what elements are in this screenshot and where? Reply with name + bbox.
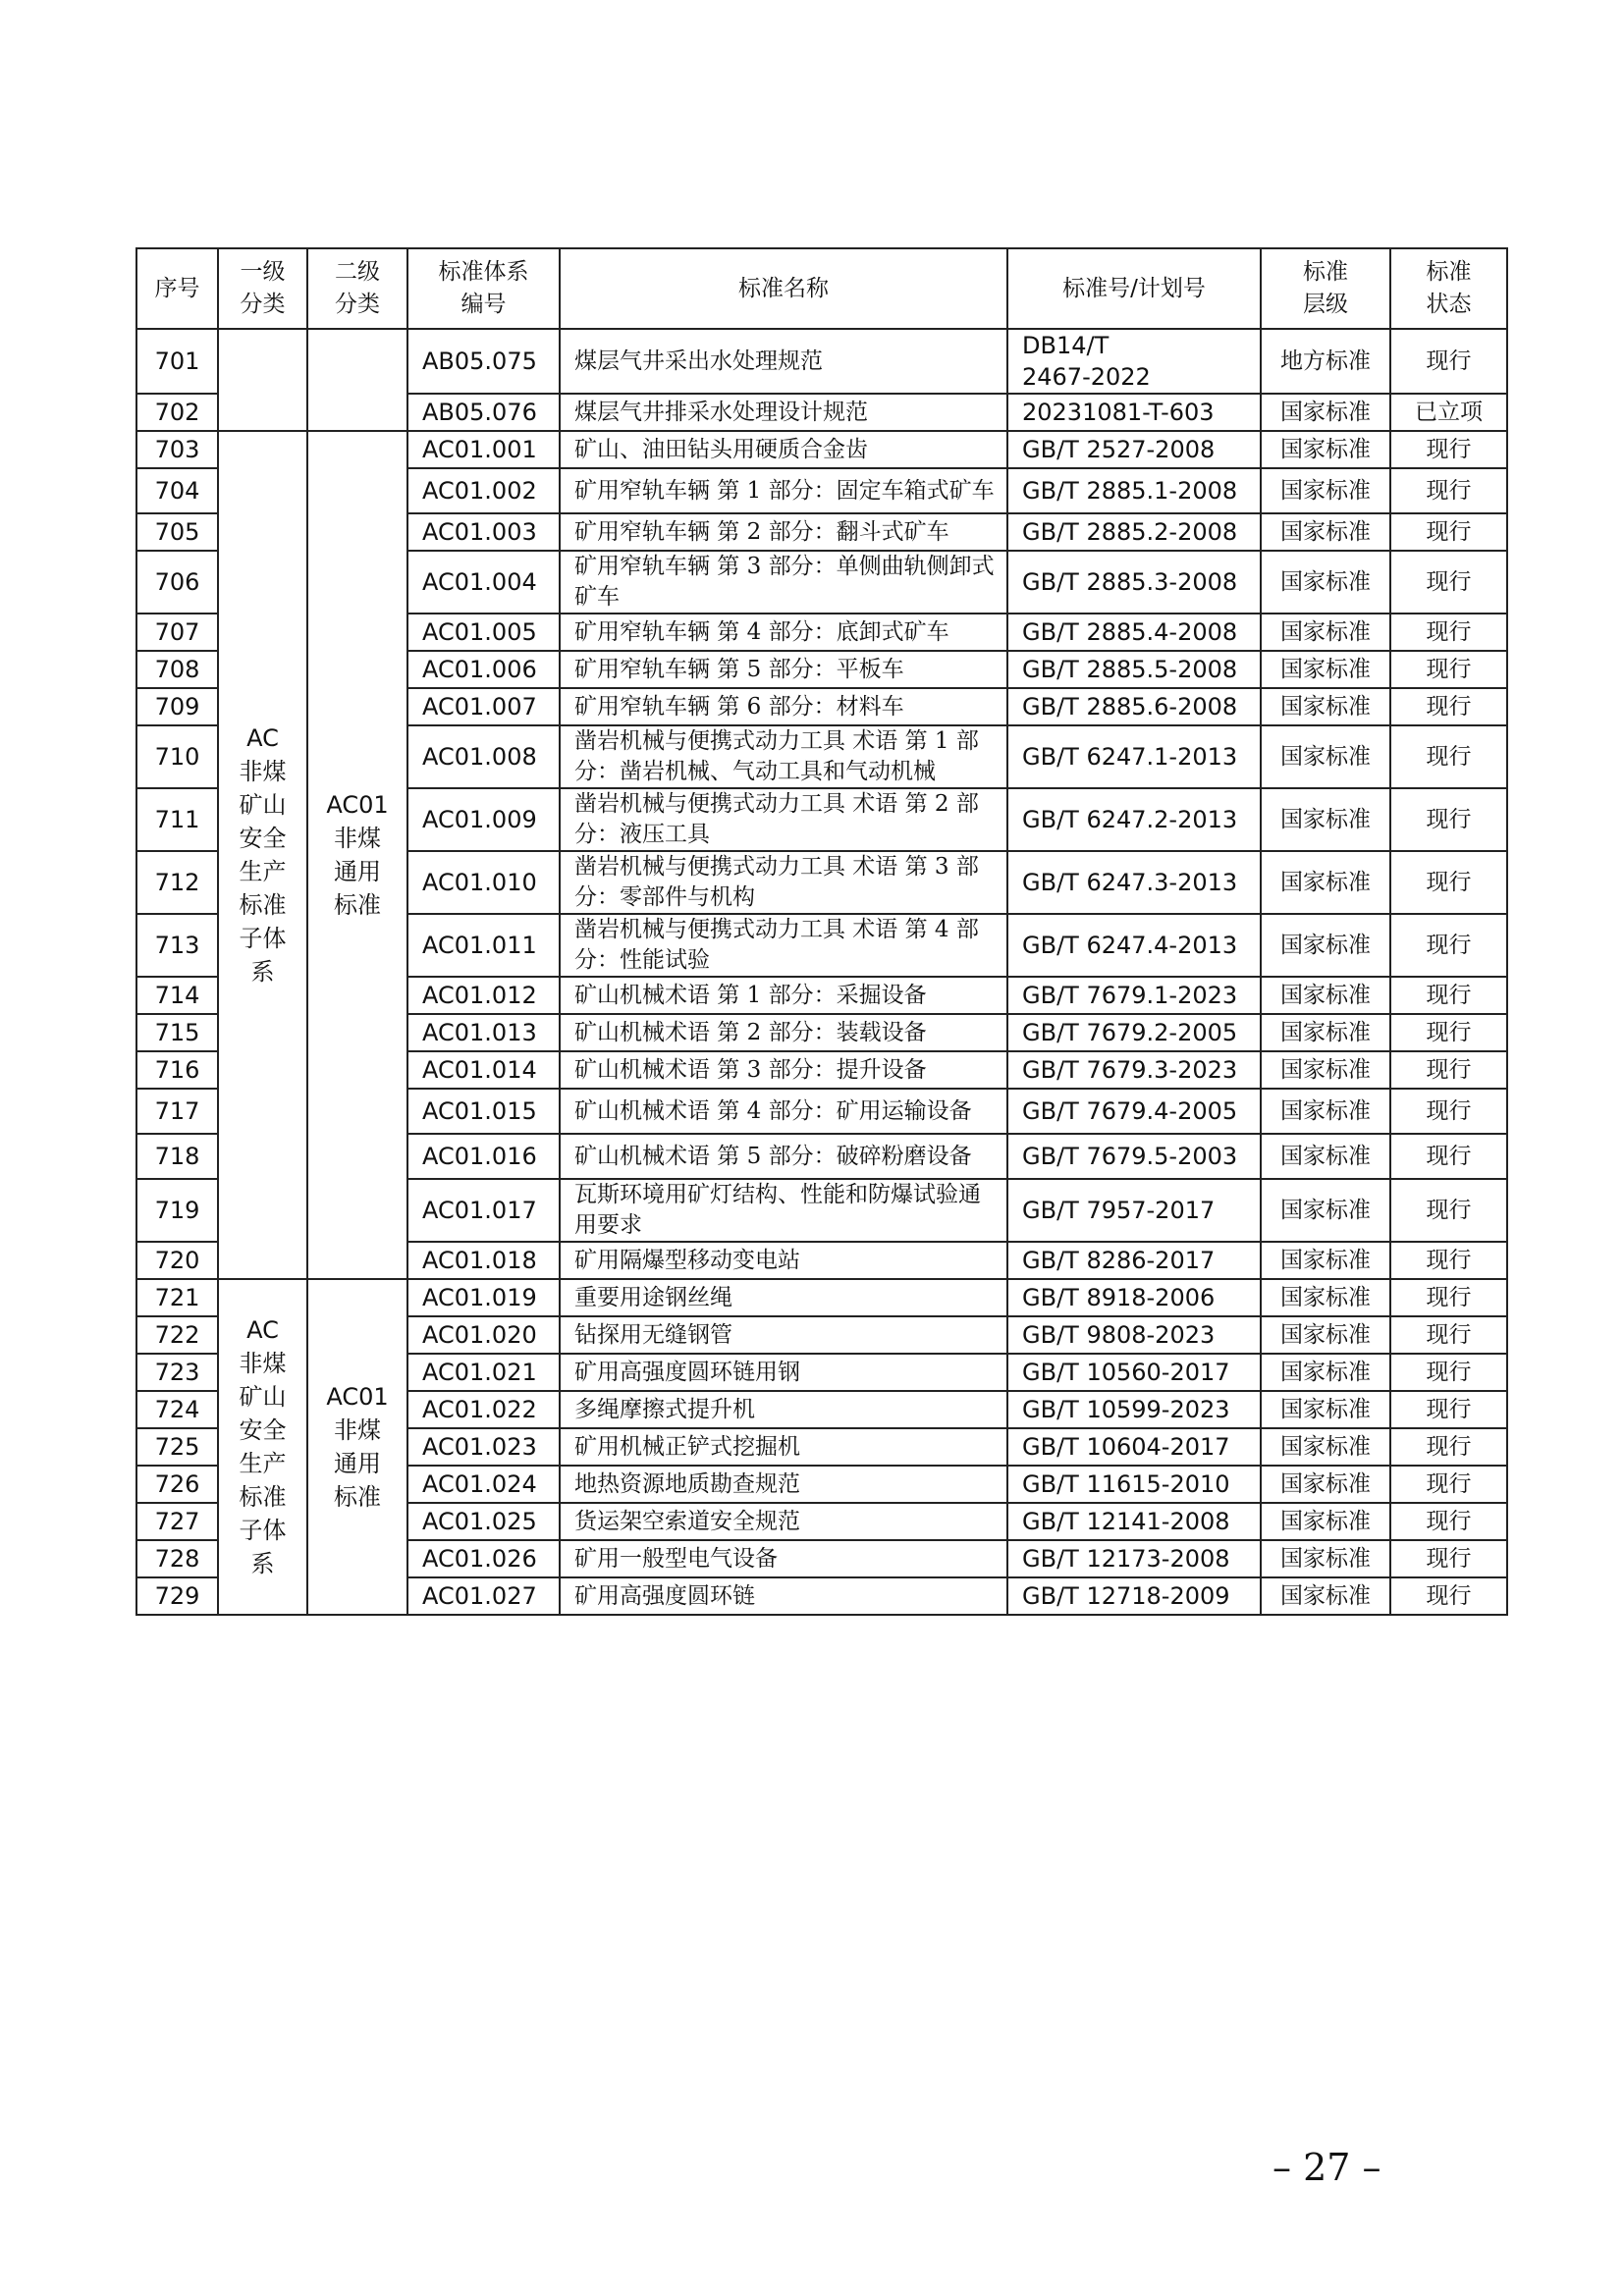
cell-standard-name: 凿岩机械与便携式动力工具 术语 第 1 部分：凿岩机械、气动工具和气动机械: [560, 725, 1007, 788]
cell-standard-level: 国家标准: [1261, 725, 1390, 788]
cell-standard-level: 国家标准: [1261, 1014, 1390, 1051]
cell-standard-name: 矿用机械正铲式挖掘机: [560, 1428, 1007, 1466]
cell-standard-number: GB/T 7679.2-2005: [1007, 1014, 1261, 1051]
cell-standard-status: 现行: [1390, 1179, 1507, 1242]
cell-system-code: AB05.076: [407, 394, 560, 431]
cell-standard-number: GB/T 2885.1-2008: [1007, 468, 1261, 513]
cell-seq: 727: [136, 1503, 218, 1540]
cell-system-code: AC01.012: [407, 977, 560, 1014]
cell-system-code: AC01.021: [407, 1354, 560, 1391]
cell-seq: 711: [136, 788, 218, 851]
cell-standard-number: GB/T 10599-2023: [1007, 1391, 1261, 1428]
cell-seq: 726: [136, 1466, 218, 1503]
cell-standard-name: 矿山机械术语 第 3 部分：提升设备: [560, 1051, 1007, 1089]
cell-standard-number: GB/T 2885.5-2008: [1007, 651, 1261, 688]
cell-standard-status: 现行: [1390, 1316, 1507, 1354]
cell-standard-status: 现行: [1390, 977, 1507, 1014]
cell-standard-number: GB/T 7679.5-2003: [1007, 1134, 1261, 1179]
cell-standard-status: 现行: [1390, 551, 1507, 614]
cell-standard-name: 矿山机械术语 第 5 部分：破碎粉磨设备: [560, 1134, 1007, 1179]
cell-standard-level: 国家标准: [1261, 851, 1390, 914]
cell-standard-number: GB/T 6247.2-2013: [1007, 788, 1261, 851]
cell-standard-name: 矿用高强度圆环链用钢: [560, 1354, 1007, 1391]
cell-seq: 724: [136, 1391, 218, 1428]
cell-system-code: AC01.017: [407, 1179, 560, 1242]
cell-standard-level: 国家标准: [1261, 1354, 1390, 1391]
cell-seq: 729: [136, 1577, 218, 1615]
cell-standard-status: 现行: [1390, 651, 1507, 688]
cell-standard-number: GB/T 10604-2017: [1007, 1428, 1261, 1466]
cell-standard-number: GB/T 12173-2008: [1007, 1540, 1261, 1577]
cell-standard-status: 现行: [1390, 1051, 1507, 1089]
cell-standard-level: 国家标准: [1261, 688, 1390, 725]
cell-seq: 707: [136, 614, 218, 651]
cell-seq: 728: [136, 1540, 218, 1577]
cell-standard-number: GB/T 9808-2023: [1007, 1316, 1261, 1354]
table-row: [136, 1279, 1507, 1316]
header-row: [136, 248, 1507, 329]
cell-seq: 718: [136, 1134, 218, 1179]
cell-seq: 706: [136, 551, 218, 614]
cell-standard-status: 现行: [1390, 688, 1507, 725]
cell-seq: 725: [136, 1428, 218, 1466]
cell-seq: 705: [136, 513, 218, 551]
cell-seq: 721: [136, 1279, 218, 1316]
header-level: 标准 层级: [1261, 248, 1390, 329]
cell-standard-name: 钻探用无缝钢管: [560, 1316, 1007, 1354]
table-header: [136, 248, 1507, 329]
cell-standard-status: 现行: [1390, 1391, 1507, 1428]
cell-standard-name: 矿用窄轨车辆 第 6 部分：材料车: [560, 688, 1007, 725]
cell-seq: 701: [136, 329, 218, 394]
cell-standard-name: 瓦斯环境用矿灯结构、性能和防爆试验通用要求: [560, 1179, 1007, 1242]
cell-system-code: AC01.018: [407, 1242, 560, 1279]
cell-standard-name: 凿岩机械与便携式动力工具 术语 第 4 部分：性能试验: [560, 914, 1007, 977]
cell-seq: 719: [136, 1179, 218, 1242]
cell-seq: 702: [136, 394, 218, 431]
cell-standard-level: 国家标准: [1261, 551, 1390, 614]
cell-standard-number: GB/T 6247.1-2013: [1007, 725, 1261, 788]
cell-standard-name: 矿用窄轨车辆 第 5 部分：平板车: [560, 651, 1007, 688]
cell-system-code: AC01.019: [407, 1279, 560, 1316]
cell-standard-status: 现行: [1390, 1577, 1507, 1615]
cell-standard-level: 国家标准: [1261, 1134, 1390, 1179]
cell-system-code: AC01.016: [407, 1134, 560, 1179]
cell-standard-level: 国家标准: [1261, 431, 1390, 468]
cell-standard-name: 矿用窄轨车辆 第 4 部分：底卸式矿车: [560, 614, 1007, 651]
cell-level2-category: AC01 非煤 通用 标准: [307, 431, 407, 1279]
cell-standard-level: 国家标准: [1261, 1316, 1390, 1354]
cell-system-code: AC01.008: [407, 725, 560, 788]
cell-standard-level: 国家标准: [1261, 977, 1390, 1014]
cell-level1-category: AC 非煤 矿山 安全 生产 标准 子体 系: [218, 1279, 307, 1615]
cell-standard-number: 20231081-T-603: [1007, 394, 1261, 431]
cell-system-code: AC01.007: [407, 688, 560, 725]
cell-seq: 716: [136, 1051, 218, 1089]
standards-table: [135, 247, 1508, 1616]
header-seq: 序号: [136, 248, 218, 329]
cell-standard-number: GB/T 7679.1-2023: [1007, 977, 1261, 1014]
cell-system-code: AC01.009: [407, 788, 560, 851]
cell-standard-name: 矿山机械术语 第 1 部分：采掘设备: [560, 977, 1007, 1014]
cell-standard-name: 地热资源地质勘查规范: [560, 1466, 1007, 1503]
cell-standard-status: 现行: [1390, 431, 1507, 468]
cell-seq: 715: [136, 1014, 218, 1051]
cell-standard-status: 现行: [1390, 788, 1507, 851]
cell-system-code: AC01.015: [407, 1089, 560, 1134]
cell-system-code: AC01.022: [407, 1391, 560, 1428]
cell-standard-number: GB/T 11615-2010: [1007, 1466, 1261, 1503]
cell-standard-status: 现行: [1390, 914, 1507, 977]
cell-seq: 720: [136, 1242, 218, 1279]
table-row: [136, 329, 1507, 394]
cell-standard-number: GB/T 6247.4-2013: [1007, 914, 1261, 977]
cell-seq: 708: [136, 651, 218, 688]
header-level1: 一级 分类: [218, 248, 307, 329]
cell-standard-number: GB/T 12718-2009: [1007, 1577, 1261, 1615]
cell-standard-name: 凿岩机械与便携式动力工具 术语 第 3 部分：零部件与机构: [560, 851, 1007, 914]
cell-standard-status: 已立项: [1390, 394, 1507, 431]
cell-standard-number: DB14/T 2467-2022: [1007, 329, 1261, 394]
cell-standard-level: 国家标准: [1261, 468, 1390, 513]
cell-system-code: AC01.024: [407, 1466, 560, 1503]
cell-standard-level: 国家标准: [1261, 1466, 1390, 1503]
cell-level2-category: AC01 非煤 通用 标准: [307, 1279, 407, 1615]
cell-system-code: AC01.005: [407, 614, 560, 651]
cell-standard-level: 国家标准: [1261, 1540, 1390, 1577]
cell-standard-level: 国家标准: [1261, 1242, 1390, 1279]
cell-system-code: AC01.026: [407, 1540, 560, 1577]
cell-system-code: AC01.023: [407, 1428, 560, 1466]
cell-standard-level: 国家标准: [1261, 513, 1390, 551]
cell-standard-level: 国家标准: [1261, 788, 1390, 851]
cell-standard-number: GB/T 7679.3-2023: [1007, 1051, 1261, 1089]
cell-standard-name: 煤层气井采出水处理规范: [560, 329, 1007, 394]
cell-standard-name: 凿岩机械与便携式动力工具 术语 第 2 部分：液压工具: [560, 788, 1007, 851]
header-std-no: 标准号/计划号: [1007, 248, 1261, 329]
cell-standard-number: GB/T 10560-2017: [1007, 1354, 1261, 1391]
cell-standard-name: 多绳摩擦式提升机: [560, 1391, 1007, 1428]
cell-standard-status: 现行: [1390, 1503, 1507, 1540]
header-level2: 二级 分类: [307, 248, 407, 329]
cell-standard-level: 国家标准: [1261, 1279, 1390, 1316]
cell-standard-number: GB/T 2527-2008: [1007, 431, 1261, 468]
table-body: [136, 329, 1507, 1615]
cell-standard-number: GB/T 12141-2008: [1007, 1503, 1261, 1540]
cell-standard-name: 矿用窄轨车辆 第 1 部分：固定车箱式矿车: [560, 468, 1007, 513]
cell-system-code: AC01.003: [407, 513, 560, 551]
cell-seq: 704: [136, 468, 218, 513]
cell-standard-name: 货运架空索道安全规范: [560, 1503, 1007, 1540]
cell-standard-level: 国家标准: [1261, 1179, 1390, 1242]
cell-system-code: AC01.006: [407, 651, 560, 688]
cell-standard-status: 现行: [1390, 513, 1507, 551]
cell-seq: 703: [136, 431, 218, 468]
cell-standard-status: 现行: [1390, 1242, 1507, 1279]
header-status: 标准 状态: [1390, 248, 1507, 329]
cell-standard-name: 重要用途钢丝绳: [560, 1279, 1007, 1316]
cell-standard-level: 国家标准: [1261, 1391, 1390, 1428]
header-system-code: 标准体系 编号: [407, 248, 560, 329]
cell-standard-level: 国家标准: [1261, 394, 1390, 431]
cell-standard-level: 国家标准: [1261, 1428, 1390, 1466]
cell-standard-number: GB/T 8918-2006: [1007, 1279, 1261, 1316]
table-row: [136, 431, 1507, 468]
cell-standard-number: GB/T 6247.3-2013: [1007, 851, 1261, 914]
cell-standard-status: 现行: [1390, 1428, 1507, 1466]
cell-standard-number: GB/T 2885.6-2008: [1007, 688, 1261, 725]
cell-system-code: AC01.020: [407, 1316, 560, 1354]
cell-standard-status: 现行: [1390, 1540, 1507, 1577]
cell-standard-number: GB/T 8286-2017: [1007, 1242, 1261, 1279]
cell-standard-name: 矿用一般型电气设备: [560, 1540, 1007, 1577]
cell-system-code: AC01.027: [407, 1577, 560, 1615]
cell-standard-level: 国家标准: [1261, 1089, 1390, 1134]
cell-seq: 717: [136, 1089, 218, 1134]
cell-standard-name: 矿山机械术语 第 2 部分：装载设备: [560, 1014, 1007, 1051]
cell-level1-category: AC 非煤 矿山 安全 生产 标准 子体 系: [218, 431, 307, 1279]
cell-standard-name: 煤层气井排采水处理设计规范: [560, 394, 1007, 431]
cell-system-code: AC01.014: [407, 1051, 560, 1089]
cell-seq: 723: [136, 1354, 218, 1391]
cell-system-code: AC01.013: [407, 1014, 560, 1051]
cell-system-code: AC01.001: [407, 431, 560, 468]
cell-standard-number: GB/T 2885.2-2008: [1007, 513, 1261, 551]
cell-standard-name: 矿用隔爆型移动变电站: [560, 1242, 1007, 1279]
cell-standard-name: 矿用高强度圆环链: [560, 1577, 1007, 1615]
cell-standard-level: 国家标准: [1261, 1051, 1390, 1089]
cell-standard-number: GB/T 2885.3-2008: [1007, 551, 1261, 614]
cell-system-code: AC01.010: [407, 851, 560, 914]
cell-system-code: AC01.002: [407, 468, 560, 513]
cell-standard-status: 现行: [1390, 1089, 1507, 1134]
cell-standard-number: GB/T 2885.4-2008: [1007, 614, 1261, 651]
cell-seq: 713: [136, 914, 218, 977]
cell-standard-status: 现行: [1390, 1279, 1507, 1316]
cell-system-code: AC01.011: [407, 914, 560, 977]
cell-standard-status: 现行: [1390, 851, 1507, 914]
cell-standard-status: 现行: [1390, 1134, 1507, 1179]
cell-standard-level: 国家标准: [1261, 1503, 1390, 1540]
header-name: 标准名称: [560, 248, 1007, 329]
cell-standard-level: 地方标准: [1261, 329, 1390, 394]
cell-standard-name: 矿用窄轨车辆 第 2 部分：翻斗式矿车: [560, 513, 1007, 551]
cell-standard-number: GB/T 7957-2017: [1007, 1179, 1261, 1242]
cell-standard-number: GB/T 7679.4-2005: [1007, 1089, 1261, 1134]
cell-standard-name: 矿山、油田钻头用硬质合金齿: [560, 431, 1007, 468]
cell-seq: 710: [136, 725, 218, 788]
cell-system-code: AB05.075: [407, 329, 560, 394]
cell-standard-status: 现行: [1390, 1466, 1507, 1503]
cell-level2-category: [307, 329, 407, 431]
cell-seq: 709: [136, 688, 218, 725]
cell-standard-name: 矿山机械术语 第 4 部分：矿用运输设备: [560, 1089, 1007, 1134]
cell-seq: 712: [136, 851, 218, 914]
cell-seq: 714: [136, 977, 218, 1014]
cell-standard-level: 国家标准: [1261, 914, 1390, 977]
cell-standard-status: 现行: [1390, 1014, 1507, 1051]
page-number: – 27 –: [1272, 2146, 1381, 2189]
cell-standard-level: 国家标准: [1261, 614, 1390, 651]
cell-level1-category: [218, 329, 307, 431]
cell-seq: 722: [136, 1316, 218, 1354]
cell-standard-status: 现行: [1390, 468, 1507, 513]
cell-standard-level: 国家标准: [1261, 651, 1390, 688]
cell-standard-status: 现行: [1390, 1354, 1507, 1391]
cell-standard-status: 现行: [1390, 725, 1507, 788]
cell-system-code: AC01.025: [407, 1503, 560, 1540]
cell-standard-status: 现行: [1390, 614, 1507, 651]
cell-standard-status: 现行: [1390, 329, 1507, 394]
cell-system-code: AC01.004: [407, 551, 560, 614]
cell-standard-level: 国家标准: [1261, 1577, 1390, 1615]
cell-standard-name: 矿用窄轨车辆 第 3 部分：单侧曲轨侧卸式矿车: [560, 551, 1007, 614]
